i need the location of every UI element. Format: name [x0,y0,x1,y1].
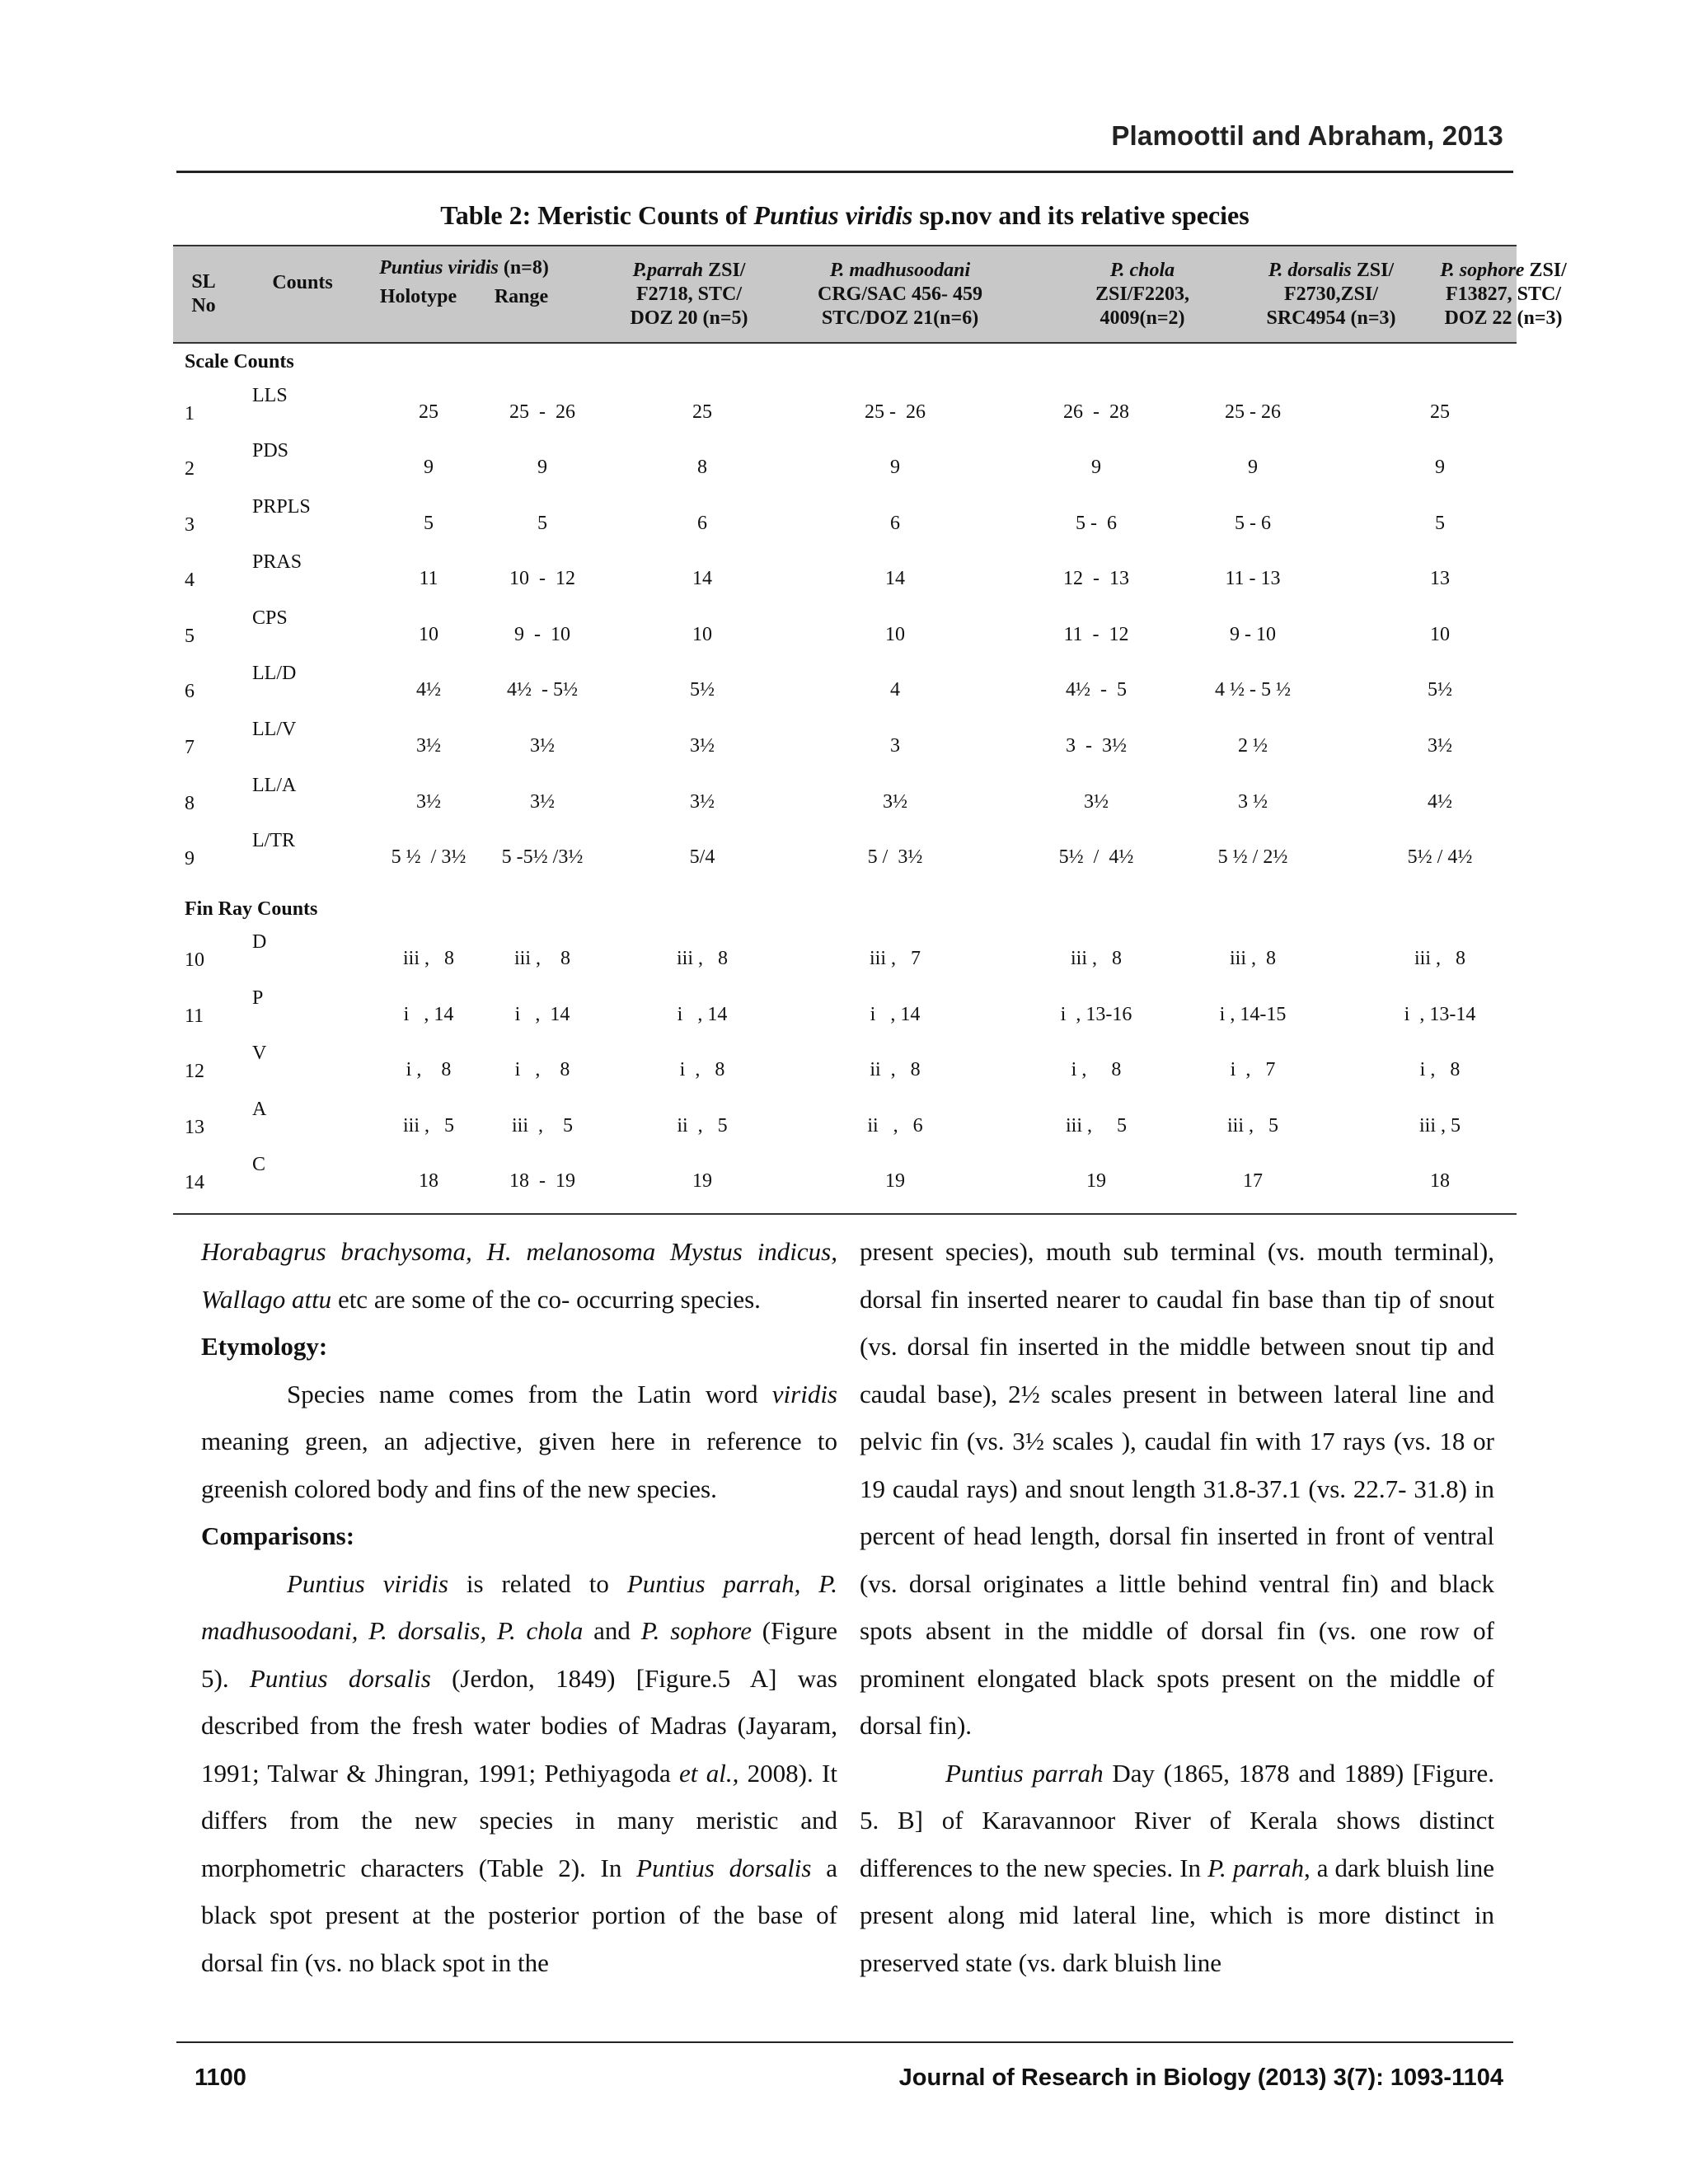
table-header [173,245,1567,344]
table-bottom-rule [173,1213,1517,1215]
cell-value: 5 - 6 [1235,513,1271,534]
table-row [173,385,1517,441]
header-madhusoodani: P. madhusoodani CRG/SAC 456- 459 STC/DOZ 21(n=6) [817,259,982,329]
cell-value: 3½ [1428,735,1452,757]
cell-sl-no: 10 [185,949,204,971]
table-row [173,987,1517,1043]
cell-value: 4½ [416,679,441,701]
cell-value: 3½ [690,791,715,813]
table-row [173,607,1517,663]
cell-value: iii , 8 [676,948,728,969]
cell-value: i , 13-14 [1404,1004,1476,1025]
cell-value: 4 ½ - 5 ½ [1215,679,1291,701]
cell-value: 5 - 6 [1076,513,1117,534]
cell-value: 5 [424,513,434,534]
paragraph-co-occurring: Horabagrus brachysoma, H. melanosoma Mystus indicus, Wallago attu etc are some of the co- occurring species. [201,1237,837,1314]
cell-value: 10 [1430,624,1450,645]
cell-count-label: D [252,931,267,953]
cell-value: 25 [1430,401,1450,423]
header-holotype: Holotype [379,286,457,307]
cell-count-label: L/TR [252,830,295,851]
header-chola: P. chola ZSI/F2203, 4009(n=2) [1095,259,1190,329]
cell-sl-no: 4 [185,569,195,591]
table-row [173,1099,1517,1155]
cell-count-label: PRPLS [252,496,311,518]
cell-value: i , 8 [1419,1059,1461,1080]
cell-value: 25 - 26 [509,401,575,423]
cell-value: 19 [692,1170,712,1192]
right-column [860,1228,1494,1986]
cell-value: 3½ [530,791,555,813]
cell-value: 11 - 12 [1063,624,1129,645]
cell-value: i , 8 [406,1059,452,1080]
cell-value: 3½ [1084,791,1109,813]
cell-count-label: CPS [252,607,288,629]
cell-value: iii , 8 [402,948,454,969]
cell-value: 18 - 19 [509,1170,575,1192]
cell-value: 3½ [883,791,907,813]
section-scale-counts: Scale Counts [185,351,294,373]
cell-value: 5½ [690,679,715,701]
table-row [173,931,1517,987]
cell-value: i , 14 [677,1004,728,1025]
cell-count-label: LL/A [252,775,297,796]
cell-sl-no: 5 [185,626,195,647]
cell-value: 14 [885,568,905,589]
cell-value: i , 8 [679,1059,725,1080]
cell-value: 12 - 13 [1063,568,1129,589]
cell-count-label: LL/D [252,663,297,684]
cell-value: 5 [537,513,547,534]
cell-count-label: LL/V [252,719,297,740]
table-row [173,663,1517,719]
cell-value: 19 [885,1170,905,1192]
cell-value: 10 - 12 [509,568,575,589]
heading-etymology: Etymology: [201,1332,328,1361]
cell-value: 5 -5½ /3½ [501,846,584,868]
paragraph-parrah: Puntius parrah Day (1865, 1878 and 1889) [Figure. 5. B] of Karavannoor River of Kerala shows distinct differences to the new species. In P. parrah, a dark bluish line present along mid lateral line, which is more distinct in preserved state (vs. dark bluish line [860,1758,1495,1977]
table-row [173,551,1517,607]
cell-value: i , 13-16 [1060,1004,1132,1025]
cell-value: 18 [419,1170,438,1192]
cell-sl-no: 12 [185,1061,204,1082]
cell-sl-no: 11 [185,1005,204,1027]
header-counts: Counts [272,272,333,293]
meristic-table [173,245,1567,1193]
cell-value: 9 [424,457,434,478]
cell-value: 5 ½ / 3½ [391,846,467,868]
paragraph-etymology: Species name comes from the Latin word viridis meaning green, an adjective, given here in reference to greenish colored body and fins of the new species. [201,1379,837,1503]
header-range: Range [494,286,549,307]
cell-value: 8 [697,457,707,478]
cell-value: 9 [890,457,900,478]
table-row [173,496,1517,552]
cell-sl-no: 14 [185,1172,204,1193]
table-row [173,440,1517,496]
cell-value: iii , 5 [1418,1115,1461,1137]
cell-value: 25 - 26 [865,401,926,423]
cell-value: 4½ - 5 [1066,679,1127,701]
cell-value: iii , 5 [1065,1115,1127,1137]
cell-value: 3½ [690,735,715,757]
cell-count-label: P [252,987,264,1009]
cell-count-label: LLS [252,385,288,406]
cell-value: 9 - 10 [1230,624,1276,645]
cell-sl-no: 2 [185,458,195,480]
cell-value: 3½ [416,735,441,757]
cell-value: 9 [537,457,547,478]
cell-value: 5 ½ / 2½ [1217,846,1288,868]
cell-value: ii , 8 [870,1059,921,1080]
footer-rule [176,2041,1513,2043]
cell-value: iii , 8 [513,948,570,969]
cell-value: 3 ½ [1238,791,1268,813]
cell-value: 9 [1091,457,1101,478]
cell-value: 3 [890,735,900,757]
cell-value: 13 [1430,568,1450,589]
cell-value: i , 8 [514,1059,570,1080]
cell-value: i , 14 [403,1004,454,1025]
cell-value: 17 [1243,1170,1263,1192]
cell-value: 9 - 10 [514,624,570,645]
cell-value: 3½ [530,735,555,757]
cell-value: 25 [419,401,438,423]
left-column [201,1228,837,1986]
cell-value: 18 [1430,1170,1450,1192]
cell-value: 11 [419,568,438,589]
cell-value: 5 [1435,513,1445,534]
cell-value: iii , 8 [1070,948,1122,969]
cell-sl-no: 7 [185,737,195,758]
cell-value: 2 ½ [1238,735,1268,757]
cell-value: 10 [692,624,712,645]
header-rule [176,171,1513,173]
cell-value: i , 14-15 [1219,1004,1287,1025]
cell-value: 19 [1086,1170,1106,1192]
cell-value: 26 - 28 [1063,401,1129,423]
cell-sl-no: 8 [185,793,195,814]
header-parrah: P.parrah ZSI/ F2718, STC/ DOZ 20 (n=5) [630,259,748,329]
heading-comparisons: Comparisons: [201,1521,355,1550]
cell-value: iii , 7 [869,948,921,969]
cell-value: 5½ / 4½ [1407,846,1473,868]
cell-value: i , 14 [514,1004,570,1025]
cell-value: 10 [885,624,905,645]
cell-count-label: PDS [252,440,289,462]
cell-sl-no: 9 [185,848,195,869]
cell-value: iii , 5 [511,1115,573,1137]
cell-value: 5/4 [689,846,715,868]
cell-value: 25 [692,401,712,423]
cell-value: i , 14 [870,1004,921,1025]
cell-value: i , 7 [1230,1059,1276,1080]
cell-value: iii , 5 [402,1115,454,1137]
header-dorsalis: P. dorsalis ZSI/ F2730,ZSI/ SRC4954 (n=3) [1266,259,1396,329]
cell-sl-no: 13 [185,1117,204,1138]
cell-value: 25 - 26 [1225,401,1281,423]
table-row [173,719,1517,775]
table-row [173,1043,1517,1099]
header-sophore: P. sophore ZSI/ F13827, STC/ DOZ 22 (n=3) [1440,259,1567,329]
cell-value: iii , 8 [1229,948,1276,969]
cell-value: iii , 5 [1226,1115,1278,1137]
cell-value: 11 - 13 [1225,568,1281,589]
cell-sl-no: 3 [185,514,195,536]
cell-sl-no: 1 [185,403,195,424]
cell-count-label: C [252,1154,266,1175]
cell-value: 5½ [1428,679,1452,701]
paragraph-comparison-continued: present species), mouth sub terminal (vs. mouth terminal), dorsal fin inserted nearer to caudal fin base than tip of snout (vs. dorsal fin inserted in the middle between snout tip and caudal base), 2½ scales present in between lateral line and pelvic fin (vs. 3½ scales ), caudal fin with 17 rays (vs. 18 or 19 caudal rays) and snout length 31.8-37.1 (vs. 22.7- 31.8) in percent of head length, dorsal fin inserted in front of ventral (vs. dorsal originates a little behind ventral fin) and black spots absent in the middle of dorsal fin (vs. one row of prominent elongated black spots present on the middle of dorsal fin). [860,1237,1494,1740]
cell-value: 3 - 3½ [1066,735,1127,757]
paragraph-comparisons: Puntius viridis is related to Puntius parrah, P. madhusoodani, P. dorsalis, P. chola and P. sophore (Figure 5). Puntius dorsalis (Jerdon, 1849) [Figure.5 A] was described from the fresh water bodies of Madras (Jayaram, 1991; Talwar & Jhingran, 1991; Pethiyagoda et al., 2008). It differs from the new species in many meristic and morphometric characters (Table 2). In Puntius dorsalis a black spot present at the posterior portion of the base of dorsal fin (vs. no black spot in the [201,1568,837,1977]
cell-value: 6 [890,513,900,534]
cell-value: 4½ - 5½ [507,679,578,701]
cell-value: 4½ [1428,791,1452,813]
cell-value: iii , 8 [1414,948,1465,969]
cell-value: 4 [890,679,900,701]
section-fin-ray-counts: Fin Ray Counts [185,898,318,920]
table-title: Table 2: Meristic Counts of Puntius viridis sp.nov and its relative species [440,200,1250,230]
cell-value: 5½ / 4½ [1058,846,1134,868]
cell-value: ii , 6 [867,1115,923,1137]
journal-citation: Journal of Research in Biology (2013) 3(7): 1093-1104 [898,2064,1503,2091]
running-head: Plamoottil and Abraham, 2013 [1111,120,1503,151]
cell-value: ii , 5 [677,1115,728,1137]
cell-value: 3½ [416,791,441,813]
cell-count-label: V [252,1043,267,1064]
header-viridis: Puntius viridis (n=8) Holotype Range [379,257,549,307]
table-row [173,1154,1517,1210]
cell-value: 10 [419,624,438,645]
cell-value: 6 [697,513,707,534]
cell-value: 9 [1248,457,1258,478]
page-number: 1100 [195,2064,246,2091]
header-sl-no: SL No [191,271,216,316]
cell-count-label: PRAS [252,551,302,573]
table-row [173,775,1517,831]
cell-value: 9 [1435,457,1445,478]
cell-value: 5 / 3½ [867,846,923,868]
cell-value: 14 [692,568,712,589]
cell-sl-no: 6 [185,681,195,702]
table-row [173,830,1517,886]
cell-value: i , 8 [1071,1059,1122,1080]
cell-count-label: A [252,1099,267,1120]
